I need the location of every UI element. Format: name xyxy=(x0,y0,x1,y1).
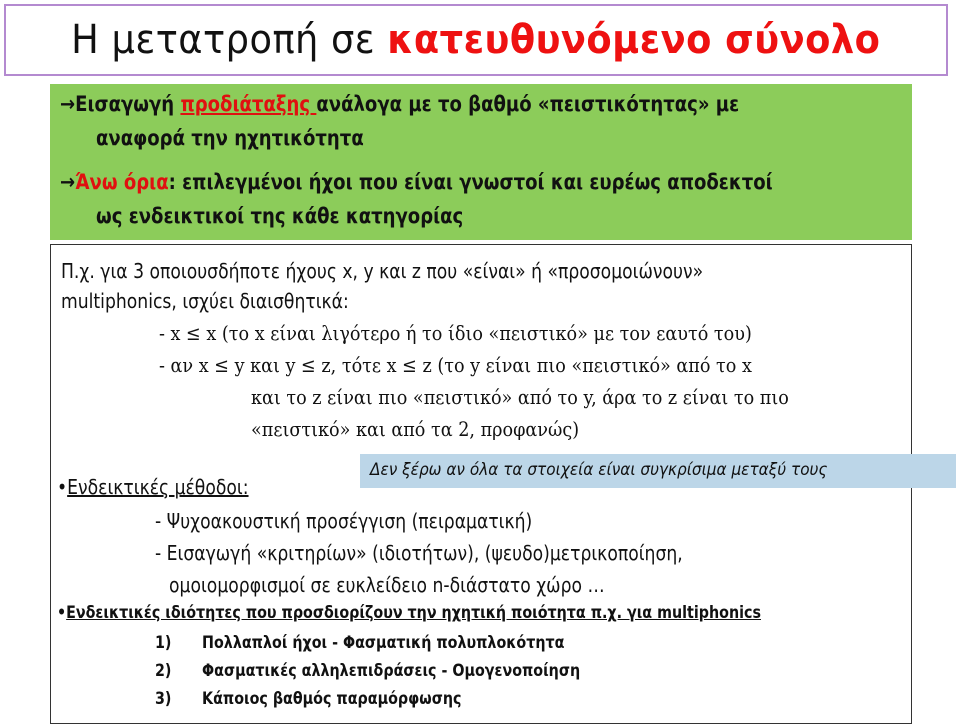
bullet-text: Εισαγωγή xyxy=(75,92,181,116)
bullet-upper-bounds-cont: ως ενδεικτικοί της κάθε κατηγορίας xyxy=(96,204,464,228)
property-reflexive: - x ≤ x (το x είναι λιγότερο ή το ίδιο «πειστικό» με τον εαυτό του) xyxy=(159,321,752,345)
bullet-text: : επιλεγμένοι ήχοι που είναι γνωστοί και ευρέως αποδεκτοί xyxy=(168,170,773,194)
methods-heading-text: Ενδεικτικές μέθοδοι: xyxy=(67,475,249,499)
bullet-icon: • xyxy=(57,475,68,499)
method-item-2-cont: ομοιομορφισμοί σε ευκλείδειο n-διάστατο χώρο … xyxy=(169,573,605,597)
bullet-icon: • xyxy=(57,603,67,623)
property-item-1 xyxy=(155,633,564,653)
intro-line-2: multiphonics, ισχύει διαισθητικά: xyxy=(61,289,349,313)
title-box xyxy=(4,4,948,76)
item-number: 3) xyxy=(155,689,172,709)
method-item-2: - Εισαγωγή «κριτηρίων» (ιδιοτήτων), (ψευδο)μετρικοποίηση, xyxy=(155,541,683,565)
method-item-1: - Ψυχοακουστική προσέγγιση (πειραματική) xyxy=(155,509,533,533)
bullet-preorder xyxy=(60,92,739,116)
note-text: Δεν ξέρω αν όλα τα στοιχεία είναι συγκρίσιμα μεταξύ τους xyxy=(370,460,828,480)
property-item-2 xyxy=(155,661,580,681)
arrow-icon: → xyxy=(60,170,76,194)
properties-heading-text: Ενδεικτικές ιδιότητες που προσδιορίζουν την ηχητική ποιότητα π.χ. για multiphonics xyxy=(66,603,761,623)
item-number: 1) xyxy=(155,633,172,653)
item-text: Κάποιος βαθμός παραμόρφωσης xyxy=(202,689,462,709)
bullet-preorder-cont: αναφορά την ηχητικότητα xyxy=(96,126,364,150)
bullet-text: ανάλογα με το βαθμό «πειστικότητας» με xyxy=(316,92,740,116)
comparability-note xyxy=(360,454,956,488)
title-highlight: κατευθυνόμενο σύνολο xyxy=(387,17,881,63)
intro-line-1: Π.χ. για 3 οποιουσδήποτε ήχους x, y και z που «είναι» ή «προσομοιώνουν» xyxy=(61,259,704,283)
upper-bounds-term: Άνω όρια xyxy=(75,170,169,194)
item-number: 2) xyxy=(155,661,172,681)
item-text: Φασματικές αλληλεπιδράσεις - Ομογενοποίηση xyxy=(202,661,581,681)
arrow-icon: → xyxy=(60,92,76,116)
property-transitive-cont-2: «πειστικό» και από τα 2, προφανώς) xyxy=(251,417,580,441)
slide-title xyxy=(71,17,880,63)
green-summary-box xyxy=(50,84,912,240)
preorder-term: προδιάταξης xyxy=(180,92,317,116)
property-item-3 xyxy=(155,689,461,709)
property-transitive-cont-1: και το z είναι πιο «πειστικό» από το y, άρα το z είναι το πιο xyxy=(251,385,789,409)
property-transitive: - αν x ≤ y και y ≤ z, τότε x ≤ z (το y είναι πιο «πειστικό» από το x xyxy=(159,353,752,377)
properties-heading xyxy=(57,603,761,623)
title-part1: Η μετατροπή σε xyxy=(71,17,388,63)
item-text: Πολλαπλοί ήχοι - Φασματική πολυπλοκότητα xyxy=(202,633,565,653)
methods-heading xyxy=(57,475,249,499)
bullet-upper-bounds xyxy=(60,170,773,194)
